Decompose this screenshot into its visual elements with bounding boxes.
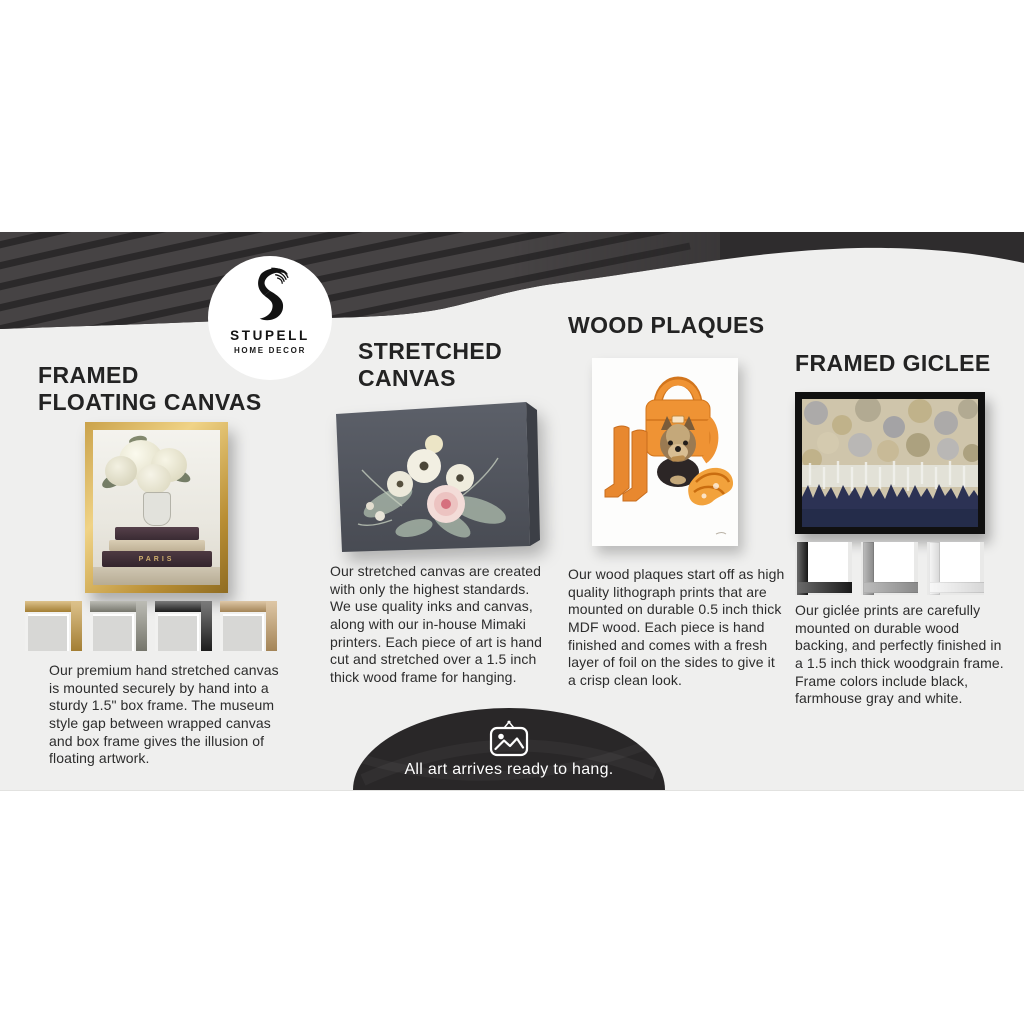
section-title-stretched: STRETCHED CANVAS <box>358 338 503 391</box>
ready-to-hang-banner <box>353 708 665 790</box>
wood-plaque-product-image <box>592 358 738 546</box>
floating-canvas-product-image <box>85 422 228 593</box>
frame-corner-white <box>927 542 984 595</box>
content-band <box>0 232 1024 791</box>
tabletop <box>93 567 220 585</box>
dome-swirl-decoration <box>353 708 665 790</box>
brand-tagline: HOME DECOR <box>233 346 307 355</box>
frame-corner-black <box>795 542 852 595</box>
stretched-canvas-product-image <box>330 398 542 562</box>
section-body-floating: Our premium hand stretched canvas is mounted securely by hand into a sturdy 1.5" box frame. The museum style gap between wrapped canvas and box frame gives the illusion of floating artwork. <box>49 662 279 767</box>
floral-artwork <box>93 430 220 585</box>
hydrangea-bloom <box>105 456 137 486</box>
banner-text: All art arrives ready to hang. <box>404 761 614 778</box>
frame-corner-pewter <box>90 601 147 651</box>
section-body-wood: Our wood plaques start off as high quality lithograph prints that are mounted on durable 0.5 inch thick MDF wood. Each piece is hand finished and comes with a fresh layer of foil on the sides to give it a crisp clean look. <box>568 566 785 688</box>
stupell-s-swoosh-icon <box>243 265 297 327</box>
header-wave-decoration <box>0 232 1024 362</box>
hydrangea-bloom <box>137 464 171 494</box>
section-title-giclee: FRAMED GICLEE <box>795 350 991 376</box>
brand-name: STUPELL <box>230 328 310 343</box>
section-body-stretched: Our stretched canvas are created with only the highest standards. We use quality inks and canvas, along with our in-house Mimaki printers. Each piece of art is hand cut and stretched over a 1.5 inch thick wood frame for hanging. <box>330 563 543 685</box>
glass-vase <box>143 492 171 526</box>
brand-logo <box>208 256 332 380</box>
section-title-wood: WOOD PLAQUES <box>568 312 765 338</box>
frame-corner-tan <box>220 601 277 651</box>
section-body-giclee: Our giclée prints are carefully mounted on durable wood backing, and perfectly finished in a 1.5 inch thick woodgrain frame. Frame colors include black, farmhouse gray and white. <box>795 602 1004 707</box>
book-stack <box>93 527 220 567</box>
frame-corner-black <box>155 601 212 651</box>
giclee-frame-color-options <box>795 542 984 595</box>
framed-giclee-product-image <box>795 392 985 534</box>
frame-corner-gray <box>861 542 918 595</box>
section-title-floating: FRAMED FLOATING CANVAS <box>38 362 262 415</box>
floating-frame-color-options <box>25 601 277 651</box>
frame-corner-gold <box>25 601 82 651</box>
book-spine-label: PARIS <box>138 555 175 563</box>
